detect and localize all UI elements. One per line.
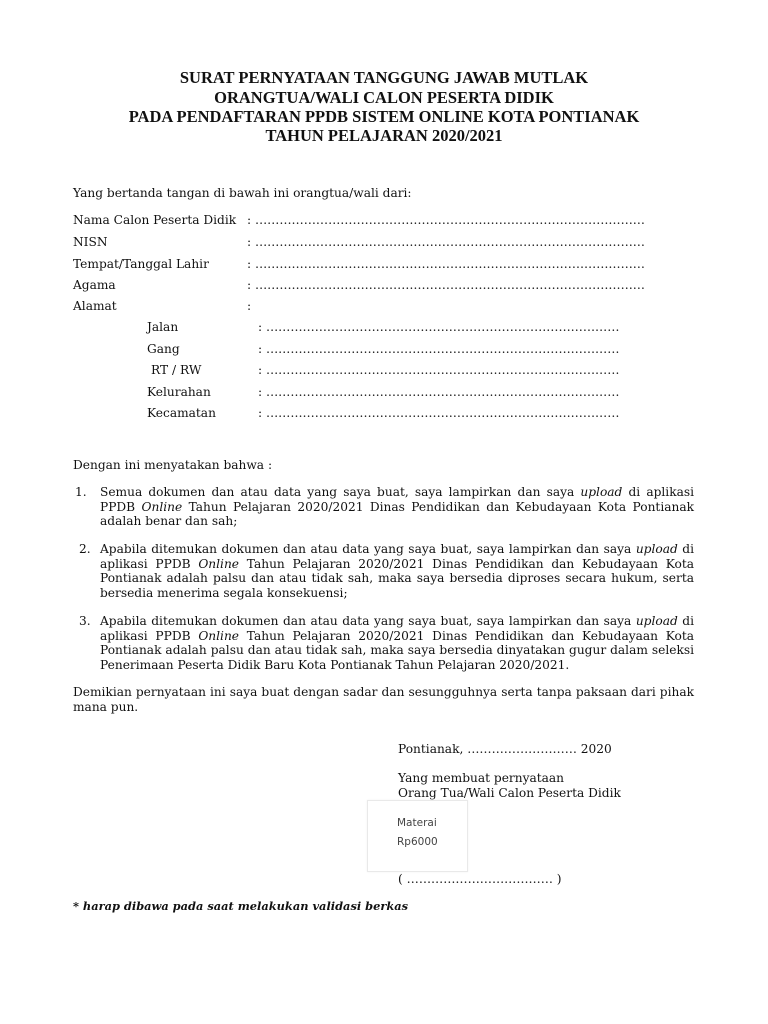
- field-label-nisn: NISN: [73, 235, 108, 249]
- signature-name-blank: ( ……………………………… ): [398, 872, 562, 886]
- field-value-nisn: : ……………………………………………………………………………………: [247, 235, 645, 249]
- signature-maker-line-2: Orang Tua/Wali Calon Peserta Didik: [398, 786, 621, 800]
- item-2-text: Apabila ditemukan dokumen dan atau data yang saya buat, saya lampirkan dan saya upload di aplikasi PPDB Online Tahun Pelajaran 2020/2021 Dinas Pendidikan dan Kebudayaan Kota Pontianak adalah palsu dan atau tidak sah, maka saya bersedia diproses secara hukum, serta bersedia menerima segala konsekuensi;: [100, 542, 695, 600]
- stamp-amount: Rp6000: [397, 836, 438, 848]
- address-label-rtrw: RT / RW: [151, 363, 202, 377]
- item-3-number: 3.: [79, 614, 91, 628]
- intro-text: Yang bertanda tangan di bawah ini orangtua/wali dari:: [73, 186, 412, 200]
- document-title-line-3: PADA PENDAFTARAN PPDB SISTEM ONLINE KOTA PONTIANAK: [128, 107, 640, 126]
- closing-text: Demikian pernyataan ini saya buat dengan sadar dan sesungguhnya serta tanpa paksaan dari pihak mana pun.: [73, 685, 694, 714]
- address-value-jalan: : ……………………………………………………………………………: [258, 320, 620, 334]
- address-label-kelurahan: Kelurahan: [147, 385, 211, 399]
- field-value-nama: : ……………………………………………………………………………………: [247, 213, 645, 227]
- field-label-nama: Nama Calon Peserta Didik: [73, 213, 237, 227]
- address-label-jalan: Jalan: [147, 320, 179, 334]
- field-label-agama: Agama: [73, 278, 116, 292]
- document-title-line-2: ORANGTUA/WALI CALON PESERTA DIDIK: [214, 88, 554, 107]
- item-1-text: Semua dokumen dan atau data yang saya buat, saya lampirkan dan saya upload di aplikasi PPDB Online Tahun Pelajaran 2020/2021 Dinas Pendidikan dan Kebudayaan Kota Pontianak adalah benar dan sah;: [100, 485, 695, 529]
- item-3-text: Apabila ditemukan dokumen dan atau data yang saya buat, saya lampirkan dan saya upload di aplikasi PPDB Online Tahun Pelajaran 2020/2021 Dinas Pendidikan dan Kebudayaan Kota Pontianak adalah palsu dan atau tidak sah, maka saya bersedia dinyatakan gugur dalam seleksi Penerimaan Peserta Didik Baru Kota Pontianak Tahun Pelajaran 2020/2021.: [100, 614, 695, 672]
- address-value-rtrw: : ……………………………………………………………………………: [258, 363, 620, 377]
- document-title-line-1: SURAT PERNYATAAN TANGGUNG JAWAB MUTLAK: [179, 68, 589, 87]
- address-value-kelurahan: : ……………………………………………………………………………: [258, 385, 620, 399]
- signature-maker-line-1: Yang membuat pernyataan: [398, 771, 565, 785]
- address-label-gang: Gang: [147, 342, 180, 356]
- footnote: * harap dibawa pada saat melakukan validasi berkas: [73, 899, 409, 913]
- address-value-kecamatan: : ……………………………………………………………………………: [258, 406, 620, 420]
- field-label-alamat: Alamat: [73, 299, 117, 313]
- field-value-agama: : ……………………………………………………………………………………: [247, 278, 645, 292]
- item-1-number: 1.: [75, 485, 87, 499]
- materai-stamp: [367, 800, 468, 872]
- address-label-kecamatan: Kecamatan: [147, 406, 216, 420]
- statement-intro: Dengan ini menyatakan bahwa :: [73, 458, 273, 472]
- field-label-ttl: Tempat/Tanggal Lahir: [73, 257, 209, 271]
- field-value-ttl: : ……………………………………………………………………………………: [247, 257, 645, 271]
- address-value-gang: : ……………………………………………………………………………: [258, 342, 620, 356]
- field-value-alamat: :: [247, 299, 252, 313]
- document-title-line-4: TAHUN PELAJARAN 2020/2021: [265, 126, 503, 145]
- signature-place-date: Pontianak, ……………………… 2020: [398, 742, 612, 756]
- stamp-label: Materai: [397, 817, 437, 829]
- item-2-number: 2.: [79, 542, 91, 556]
